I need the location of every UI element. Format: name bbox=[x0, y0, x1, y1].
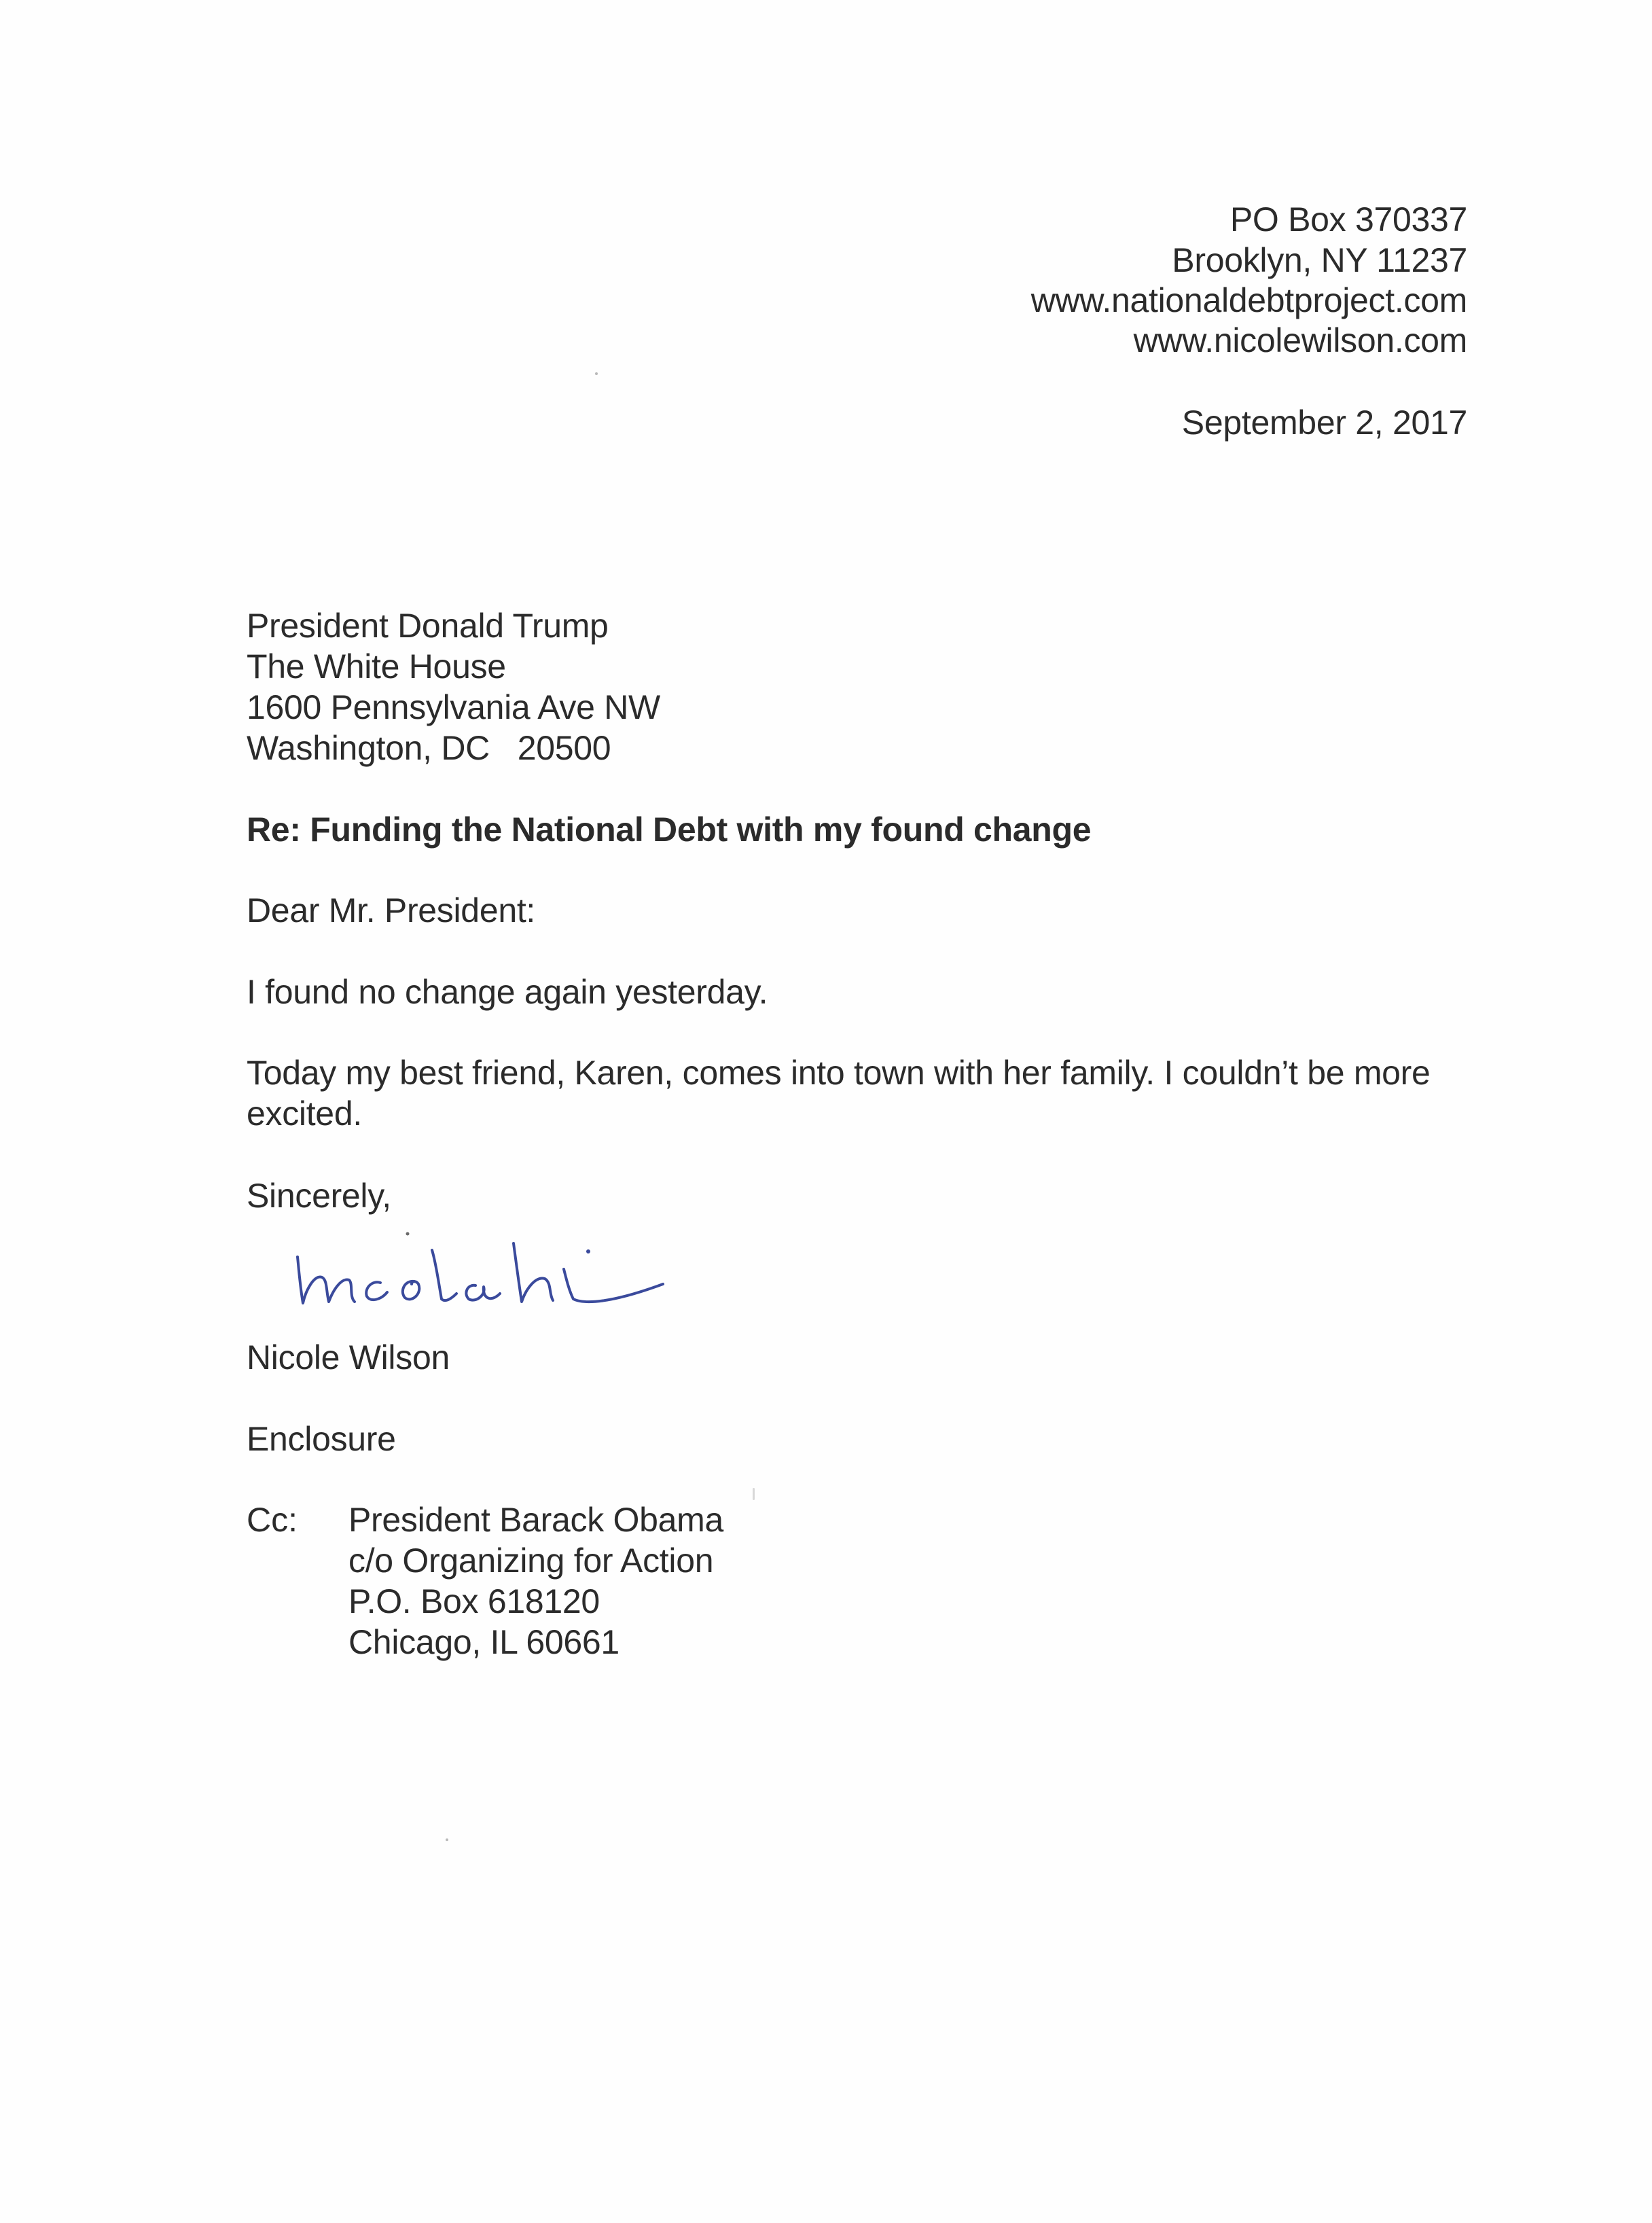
sender-address-line1: PO Box 370337 bbox=[1229, 200, 1467, 238]
salutation: Dear Mr. President: bbox=[247, 891, 536, 929]
letter-date: September 2, 2017 bbox=[1181, 404, 1467, 442]
recipient-street: 1600 Pennsylvania Ave NW bbox=[247, 688, 660, 726]
cc-label: Cc: bbox=[247, 1501, 298, 1539]
sender-website-2: www.nicolewilson.com bbox=[1133, 321, 1467, 359]
scan-speck bbox=[595, 372, 598, 375]
scan-speck bbox=[446, 1838, 448, 1841]
scan-speck bbox=[753, 1488, 755, 1500]
body-paragraph-2: Today my best friend, Karen, comes into town with her family. I couldn’t be more excited. bbox=[247, 1054, 1431, 1133]
recipient-name: President Donald Trump bbox=[247, 607, 609, 645]
signer-name: Nicole Wilson bbox=[247, 1338, 450, 1376]
cc-line-city: Chicago, IL 60661 bbox=[348, 1623, 620, 1661]
enclosure-note: Enclosure bbox=[247, 1420, 396, 1458]
sender-address-line2: Brooklyn, NY 11237 bbox=[1172, 241, 1467, 279]
sender-website-1: www.nationaldebtproject.com bbox=[1030, 281, 1467, 319]
closing: Sincerely, bbox=[247, 1177, 391, 1215]
body-paragraph-1: I found no change again yesterday. bbox=[247, 973, 768, 1011]
cc-line-organization: c/o Organizing for Action bbox=[348, 1542, 714, 1580]
cc-line-po-box: P.O. Box 618120 bbox=[348, 1582, 600, 1620]
recipient-city: Washington, DC 20500 bbox=[247, 729, 611, 767]
letter-subject: Re: Funding the National Debt with my found change bbox=[247, 811, 1092, 849]
cc-line-name: President Barack Obama bbox=[348, 1501, 723, 1539]
recipient-organization: The White House bbox=[247, 647, 506, 686]
handwritten-signature bbox=[279, 1209, 700, 1325]
